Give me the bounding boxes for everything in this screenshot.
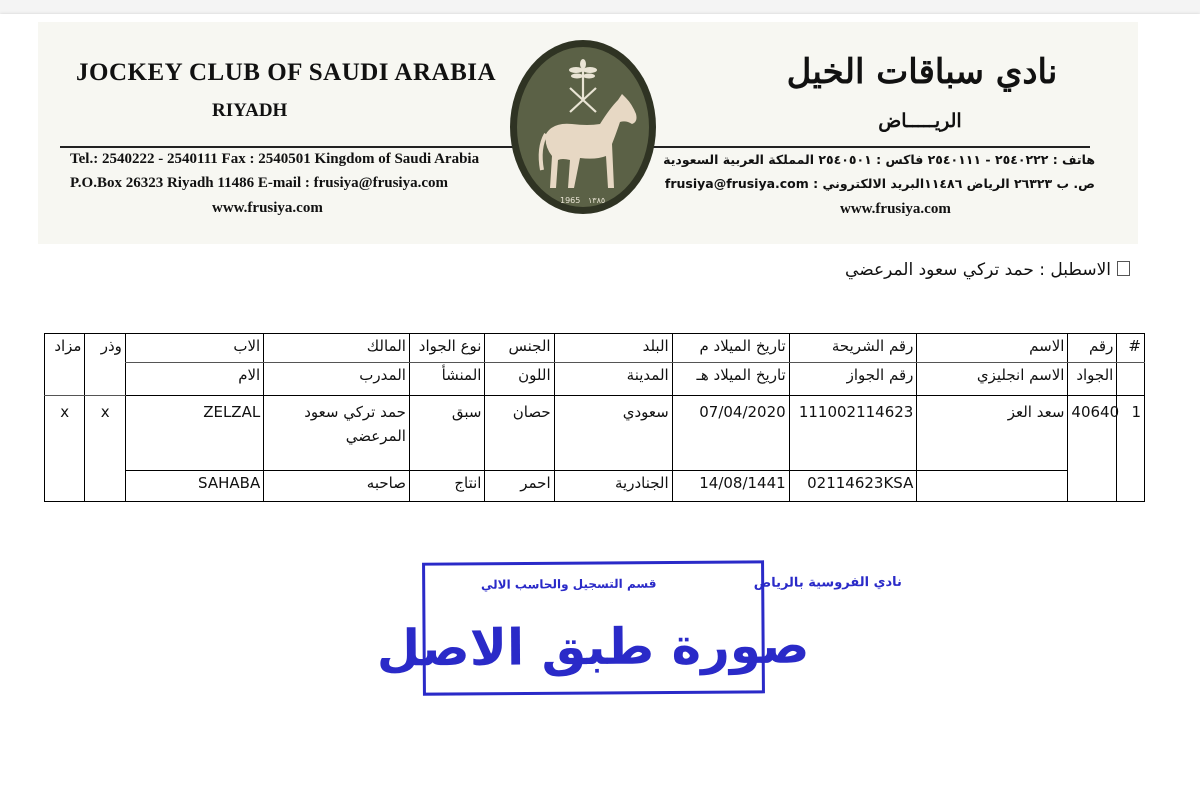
table-header-row-1 bbox=[45, 334, 1145, 363]
header-dam: الام bbox=[125, 363, 263, 396]
cell-owner: حمد تركي سعود المرعضي bbox=[264, 396, 410, 471]
english-contact-line: Tel.: 2540222 - 2540111 Fax : 2540501 Kingdom of Saudi Arabia bbox=[70, 151, 480, 167]
header-index: # bbox=[1117, 334, 1145, 363]
header-sire: الاب bbox=[125, 334, 263, 363]
header-microchip: رقم الشريحة bbox=[789, 334, 917, 363]
club-emblem-icon bbox=[508, 38, 658, 216]
cell-city: الجنادرية bbox=[554, 471, 672, 502]
cell-sex: حصان bbox=[485, 396, 554, 471]
english-address-line: P.O.Box 26323 Riyadh 11486 E-mail : frusiya@frusiya.com bbox=[70, 175, 448, 191]
table-row bbox=[45, 396, 1145, 471]
header-index-blank bbox=[1117, 363, 1145, 396]
arabic-city: الريـــــاض bbox=[878, 110, 962, 132]
cell-microchip: 111002114623 bbox=[789, 396, 917, 471]
header-name: الاسم bbox=[917, 334, 1068, 363]
header-trainer: المدرب bbox=[264, 363, 410, 396]
header-number: رقم bbox=[1068, 334, 1117, 363]
arabic-club-name: نادي سباقات الخيل bbox=[786, 52, 1058, 92]
cell-horse-type: سبق bbox=[409, 396, 485, 471]
arabic-contact-line: هاتف : ٢٥٤٠٢٢٢ - ٢٥٤٠١١١ فاكس : ٢٥٤٠٥٠١ المملكة العربية السعودية bbox=[663, 152, 1095, 167]
header-dob-hijri: تاريخ الميلاد هـ bbox=[672, 363, 789, 396]
header-sex: الجنس bbox=[485, 334, 554, 363]
cell-origin: انتاج bbox=[409, 471, 485, 502]
header-country: البلد bbox=[554, 334, 672, 363]
cell-auction: x bbox=[45, 396, 85, 502]
header-dob-gregorian: تاريخ الميلاد م bbox=[672, 334, 789, 363]
certified-copy-stamp bbox=[376, 559, 902, 697]
stamp-main-text: صورة طبق الاصل bbox=[376, 616, 810, 678]
cell-passport: 02114623KSA bbox=[789, 471, 917, 502]
cell-dam: SAHABA bbox=[125, 471, 263, 502]
cell-dob-gregorian: 07/04/2020 bbox=[672, 396, 789, 471]
cell-index: 1 bbox=[1117, 396, 1145, 502]
header-origin: المنشأ bbox=[409, 363, 485, 396]
horse-registration-table bbox=[44, 333, 1145, 502]
table-row bbox=[45, 471, 1145, 502]
header-name-english: الاسم انجليزي bbox=[917, 363, 1068, 396]
cell-horse-number: 40640 bbox=[1068, 396, 1117, 502]
stable-owner-text: الاسطبل : حمد تركي سعود المرعضي bbox=[845, 260, 1111, 280]
arabic-address-line: ص. ب ٢٦٣٢٣ الرياض ١١٤٨٦البريد الالكتروني : frusiya@frusiya.com bbox=[664, 176, 1095, 191]
cell-wathar: x bbox=[85, 396, 125, 502]
cell-dob-hijri: 14/08/1441 bbox=[672, 471, 789, 502]
english-city: RIYADH bbox=[212, 100, 288, 121]
stamp-club-name: نادي الفروسية بالرياض bbox=[753, 574, 902, 591]
table-header-row-2 bbox=[45, 363, 1145, 396]
stable-owner-line bbox=[845, 260, 1130, 280]
english-website: www.frusiya.com bbox=[212, 200, 323, 216]
header-owner: المالك bbox=[264, 334, 410, 363]
english-club-name: JOCKEY CLUB OF SAUDI ARABIA bbox=[76, 59, 497, 86]
cell-sire: ZELZAL bbox=[125, 396, 263, 471]
header-wathar: وذر bbox=[85, 334, 125, 396]
cell-trainer: صاحبه bbox=[264, 471, 410, 502]
header-horse-type: نوع الجواد bbox=[409, 334, 485, 363]
cell-name: سعد العز bbox=[917, 396, 1068, 471]
arabic-website: www.frusiya.com bbox=[840, 201, 951, 217]
emblem-year-hijri: ١٣٨٥ bbox=[588, 196, 606, 205]
cell-color: احمر bbox=[485, 471, 554, 502]
header-horse: الجواد bbox=[1068, 363, 1117, 396]
cell-name-english bbox=[917, 471, 1068, 502]
emblem-year-gregorian: 1965 bbox=[560, 196, 581, 205]
cell-country: سعودي bbox=[554, 396, 672, 471]
checkbox-glyph-icon bbox=[1117, 261, 1130, 276]
header-passport: رقم الجواز bbox=[789, 363, 917, 396]
header-color: اللون bbox=[485, 363, 554, 396]
header-city: المدينة bbox=[554, 363, 672, 396]
header-auction: مزاد bbox=[45, 334, 85, 396]
document-page bbox=[0, 14, 1200, 800]
stamp-department: قسم التسجيل والحاسب الالي bbox=[480, 576, 657, 592]
